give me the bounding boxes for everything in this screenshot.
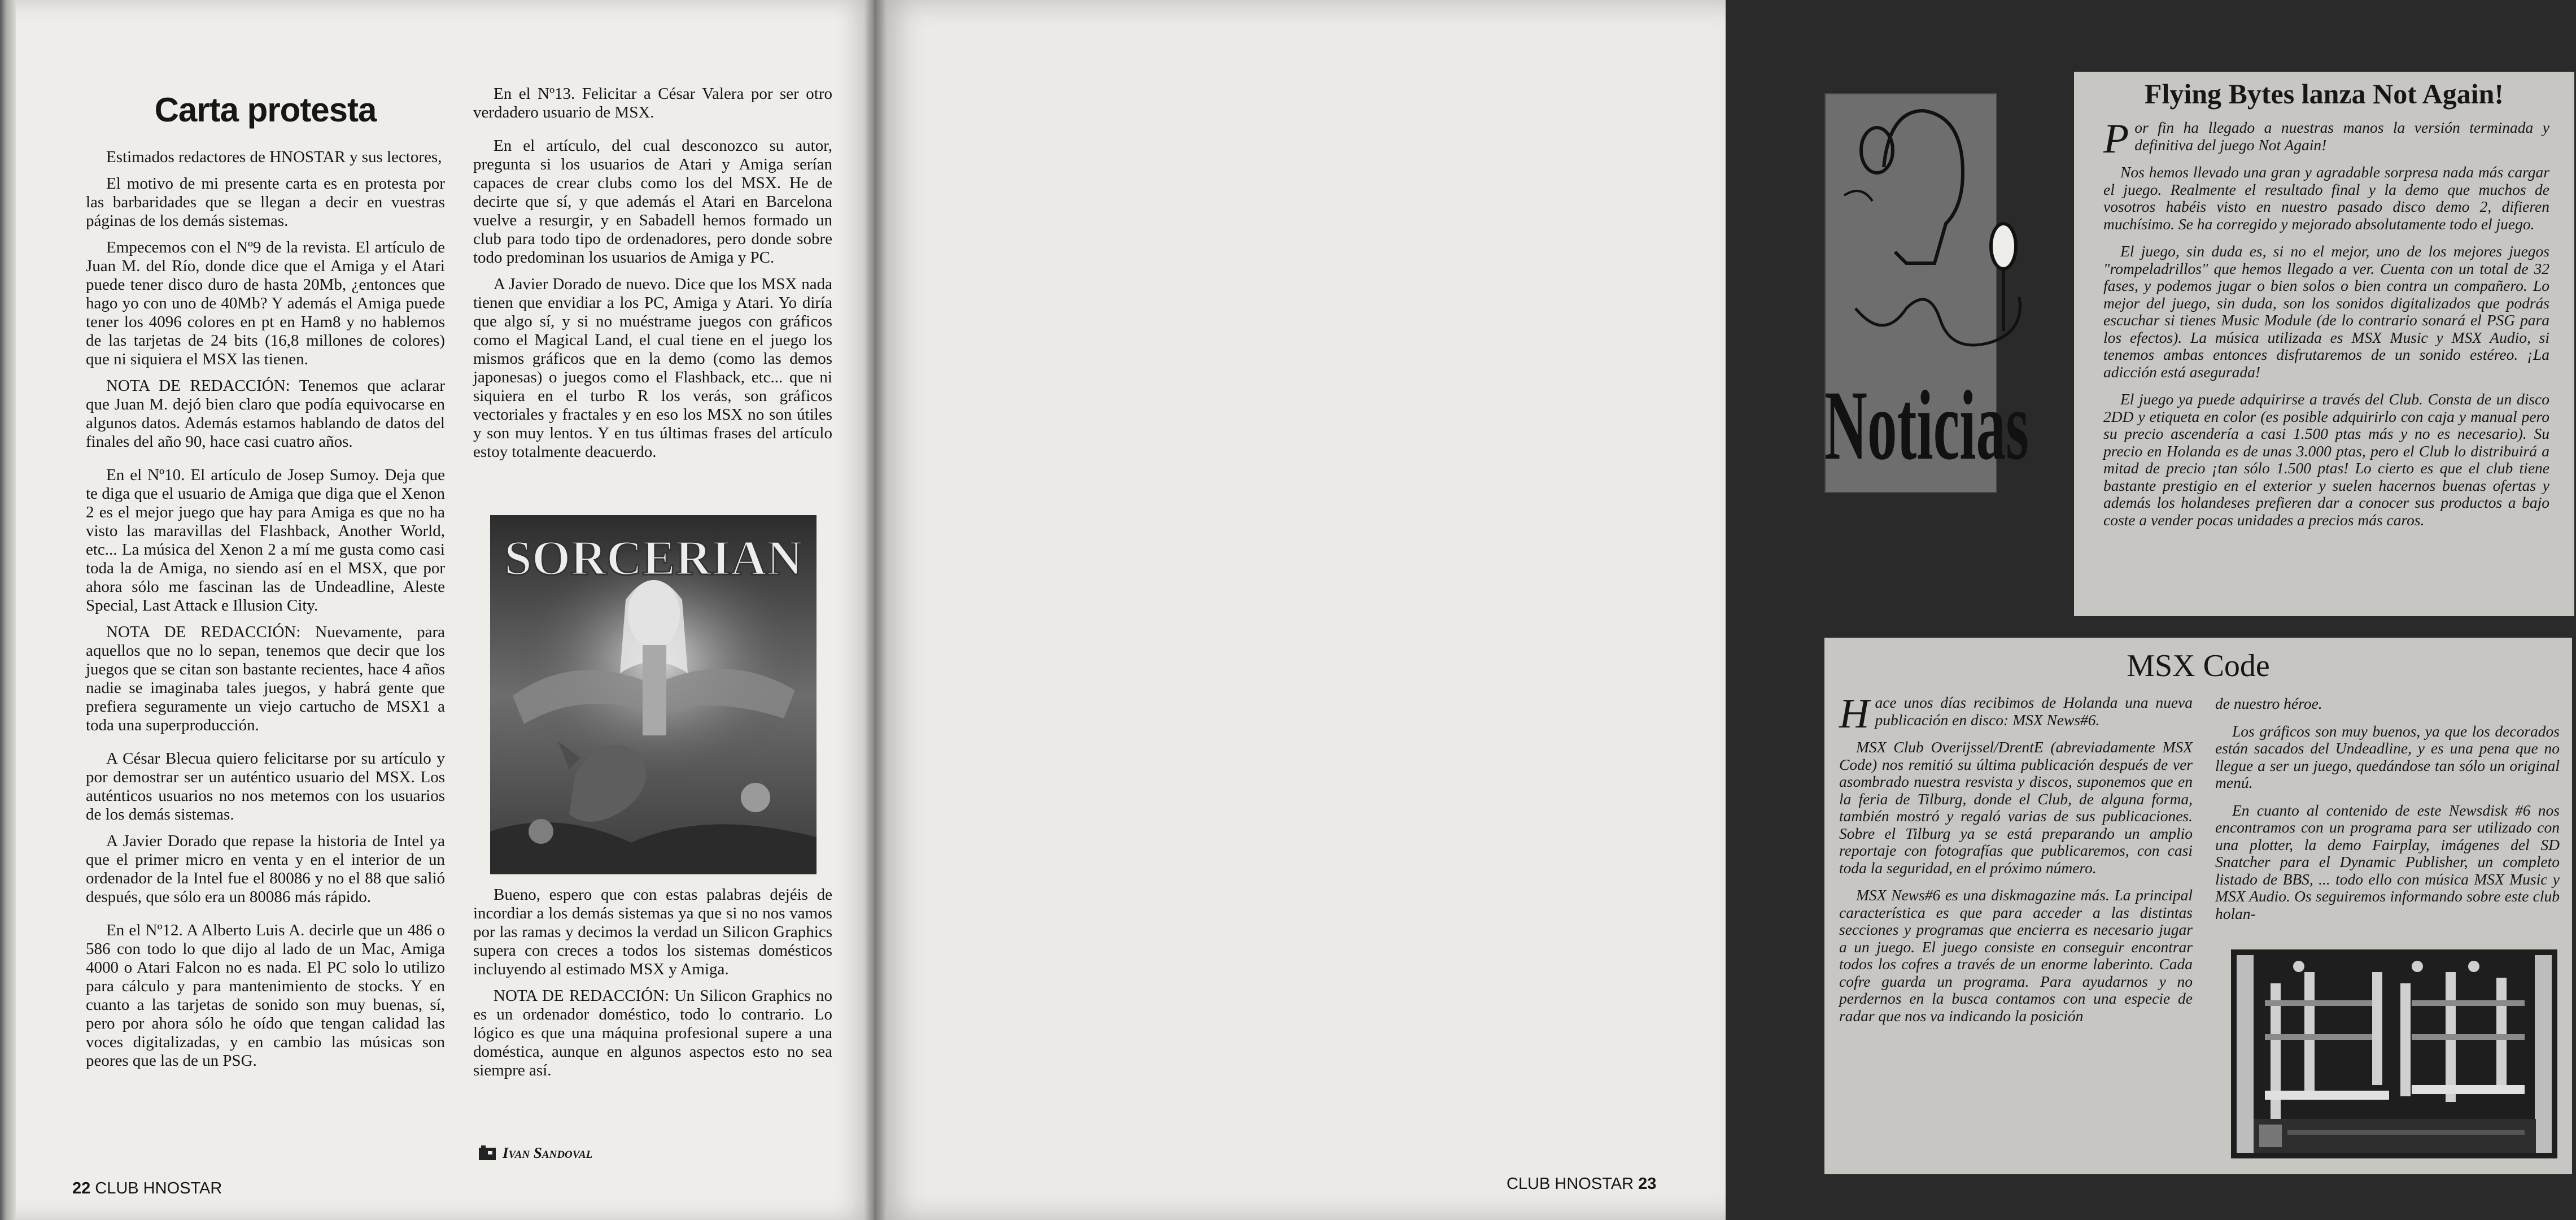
paragraph-text: or fin ha llegado a nuestras manos la versión terminada y definitiva del juego Not Again! — [2134, 119, 2549, 154]
sorcerian-logo-text: SORCERIAN — [504, 531, 803, 586]
magazine-name: CLUB HNOSTAR — [95, 1179, 222, 1197]
paragraph: NOTA DE REDACCIÓN: Tenemos que aclarar que Juan M. dejó bien claro que podía equivocarse en algunos datos. Además estamos hablando de datos del finales del año 90, hace casi cuatro años. — [86, 377, 445, 451]
paragraph: En el Nº10. El artículo de Josep Sumoy. Deja que te diga que el usuario de Amiga que diga que el Xenon 2 es el mejor juego que hay para Amiga es que no ha visto las maravillas del Flashback, Another World, etc... La música del Xenon 2 a mí me gusta como casi toda la de Amiga, no siendo así en el MSX, que por ahora sólo me fascinan las de Undeadline, Aleste Special, Last Attack e Illusion City. — [86, 466, 445, 615]
paragraph: Bueno, espero que con estas palabras dejéis de incordiar a los demás sistemas ya que si no nos vamos por las ramas y decimos la verdad un Silicon Graphics supera con creces a todos los sistemas domésticos incluyendo al estimado MSX y Amiga. — [473, 886, 832, 978]
drop-cap: H — [1839, 691, 1870, 737]
page-number: 23 — [1638, 1175, 1657, 1193]
magazine-name: CLUB HNOSTAR — [1507, 1175, 1634, 1193]
article-headline: Carta protesta — [154, 91, 377, 129]
paragraph: En cuanto al contenido de este Newsdisk #6 nos encontramos con un programa para ser utilizado con una plotter, la demo Fairplay, imágenes del SD Snatcher para el Dynamic Publisher, un completo listado de BBS, ... todo ello con música MSX Music y MSX Audio. Os seguiremos informando sobre este club holan- — [2215, 801, 2560, 922]
author-icon — [478, 1143, 497, 1162]
news-column-2 — [2215, 695, 2560, 933]
article-column-1 — [86, 148, 445, 1078]
author-name: Ivan Sandoval — [503, 1144, 593, 1161]
drop-cap: P — [2103, 116, 2129, 162]
paragraph — [2103, 116, 2549, 162]
news-box-flying-bytes — [2072, 70, 2576, 618]
news-title: MSX Code — [2127, 648, 2270, 683]
paragraph: El juego ya puede adquirirse a través del Club. Consta de un disco 2DD y etiqueta en color (es posible adquirirlo con caja y manual pero su precio ascendería a casi 1.500 ptas más y no es necesario). Su precio en Holanda es de unas 3.000 ptas, pero el Club lo distribuirá a mitad de precio ¡tan sólo 1.500 ptas! Lo cierto es que el club tiene bastante prestigio en el exterior y suelen hacernos buenas ofertas y además los holandeses prefieren dar a conocer sus productos a bajo coste a vender pocas unidades a precios más caros. — [2103, 390, 2549, 529]
paragraph: En el Nº13. Felicitar a César Valera por ser otro verdadero usuario de MSX. — [473, 85, 832, 121]
paragraph: Nos hemos llevado una gran y agradable sorpresa nada más cargar el juego. Realmente el resultado final y la demo que muchos de vosotros habéis visto en nuestro pasado disco demo 2, difieren muchísimo. Se ha corregido y mejorado absolutamente todo el juego. — [2103, 163, 2549, 233]
page-number: 22 — [72, 1179, 91, 1197]
msx-news-screenshot — [2231, 949, 2557, 1158]
paragraph-text: ace unos días recibimos de Holanda una nueva publicación en disco: MSX News#6. — [1875, 694, 2193, 729]
paragraph: Empecemos con el Nº9 de la revista. El artículo de Juan M. del Río, donde dice que el Amiga y el Atari puede tener disco duro de hasta 20Mb, ¿entonces que hago yo con uno de 40Mb? Y además el Amiga puede tener los 4096 colores en pt en Ham8 y no hablemos de las tarjetas de 24 bits (16,8 millones de colores) que ni siquiera el MSX las tienen. — [86, 238, 445, 368]
paragraph: NOTA DE REDACCIÓN: Un Silicon Graphics no es un ordenador doméstico, todo lo contrario. Lo lógico es que una máquina profesional supere a una doméstica, aunque en algunos aspectos esto no sea siempre así. — [473, 987, 832, 1079]
news-box-msx-code — [1823, 636, 2574, 1176]
paragraph: de nuestro héroe. — [2215, 695, 2322, 712]
page-footer-left — [72, 1179, 222, 1198]
noticias-section-logo — [1822, 94, 2032, 493]
paragraph: A Javier Dorado de nuevo. Dice que los MSX nada tienen que envidiar a los PC, Amiga y Atari. Yo diría que algo sí, y si no muéstrame juegos con gráficos como el Magical Land, el cual tiene en el juego los mismos gráficos que en la demo (como las demos japonesas) o juegos como el Flashback, etc... que ni siquiera en el turbo R los verás, son gráficos vectoriales y fractales y en eso los MSX no son útiles y son muy lentos. Y en tus últimas frases del artículo estoy totalmente deacuerdo. — [473, 275, 832, 461]
book-gutter — [864, 0, 887, 1220]
sorcerian-illustration — [490, 515, 817, 874]
sorcerian-game-image — [490, 515, 817, 874]
paragraph: En el artículo, del cual desconozco su autor, pregunta si los usuarios de Atari y Amiga serían capaces de crear clubs como los del MSX. He de decirte que sí, y que además el Atari en Barcelona vuelve a resurgir, y en Sabadell hemos formado un club para todo tipo de ordenadores, pero donde sobre todo predominan los usuarios de Amiga y PC. — [473, 137, 832, 267]
article-column-2-top — [473, 85, 832, 469]
noticias-logo-text: Noticias — [1824, 371, 2029, 481]
paragraph: NOTA DE REDACCIÓN: Nuevamente, para aquellos que no lo sepan, tenemos que decir que los juegos que se citan son bastante recientes, hace 4 años nadie se imaginaba tales juegos, y habrá gente que prefiera seguramente un viejo cartucho de MSX1 a toda una superproducción. — [86, 623, 445, 734]
author-signature — [478, 1143, 592, 1162]
news-column-1 — [1839, 691, 2193, 1035]
noticias-logo-graphic — [1822, 94, 2032, 493]
page-edge — [0, 0, 16, 1220]
maze-screenshot — [2231, 949, 2557, 1158]
article-column-2-bottom — [473, 886, 832, 1088]
right-page — [874, 0, 2560, 1220]
paragraph: Los gráficos son muy buenos, ya que los decorados están sacados del Undeadline, y es una pena que no llegue a ser un juego, quedándose tan sólo un original menú. — [2215, 722, 2560, 791]
paragraph: A César Blecua quiero felicitarse por su artículo y por demostrar ser un auténtico usuario del MSX. Los auténticos usuarios no nos metemos con los usuarios de los demás sistemas. — [86, 750, 445, 823]
news-title: Flying Bytes lanza Not Again! — [2144, 78, 2504, 110]
paragraph: MSX News#6 es una diskmagazine más. La principal característica es que para acceder a las distintas secciones y programas que encierra es necesario jugar a un juego. El juego consiste en conseguir encontrar todos los cofres a través de un enorme laberinto. Cada cofre guarda un programa. Para ayudarnos y no perdernos en la busca contamos con una especie de radar que nos va indicando la posición — [1839, 886, 2193, 1025]
paragraph — [1839, 691, 2193, 737]
paragraph: MSX Club Overijssel/DrentE (abreviadamente MSX Code) nos remitió su última publicación después de ver asombrado nuestra resvista y discos, suponemos que en la feria de Tilburg, donde el Club, de alguna forma, también mostró y regaló varias de sus publicaciones. Sobre el Tilburg ya se está preparando un amplio reportaje con fotografías que publicaremos, con casi toda la seguridad, en el próximo número. — [1839, 738, 2193, 877]
paragraph: A Javier Dorado que repase la historia de Intel ya que el primer micro en venta y en el interior de un ordenador de la Intel fue el 80086 y no el 88 que salió después, que sólo era un 80086 más rápido. — [86, 832, 445, 906]
paragraph: Estimados redactores de HNOSTAR y sus lectores, — [106, 148, 442, 166]
paragraph: El motivo de mi presente carta es en protesta por las barbaridades que se llegan a decir en vuestras páginas de los demás sistemas. — [86, 175, 445, 230]
page-footer-right — [1507, 1175, 1656, 1193]
left-page — [0, 0, 874, 1220]
paragraph: El juego, sin duda es, si no el mejor, uno de los mejores juegos "rompeladrillos" que hemos llegado a ver. Cuenta con un total de 32 fases, y podemos jugar o bien solos o bien contra un compañero. Lo mejor del juego, sin duda, son los sonidos digitalizados que podrás escuchar si tienes Music Module (de lo contrario sonará el PSG para los efectos). La música utilizada es MSX Music y MSX Audio, si tenemos ambas entonces disfrutaremos de un sonido estéreo. ¡La adicción está asegurada! — [2103, 242, 2549, 381]
news-body — [2103, 116, 2549, 539]
paragraph: En el Nº12. A Alberto Luis A. decirle que un 486 o 586 con todo lo que dijo al lado de un Mac, Amiga 4000 o Atari Falcon no es nada. El PC solo lo utilizo para cálculo y para mantenimiento de stocks. Y en cuanto a las tarjetas de sonido son muy buenas, sí, pero por ahora sólo he oído que tengan calidad las voces digitalizadas, y en cambio las músicas son peores que las de un PSG. — [86, 921, 445, 1070]
